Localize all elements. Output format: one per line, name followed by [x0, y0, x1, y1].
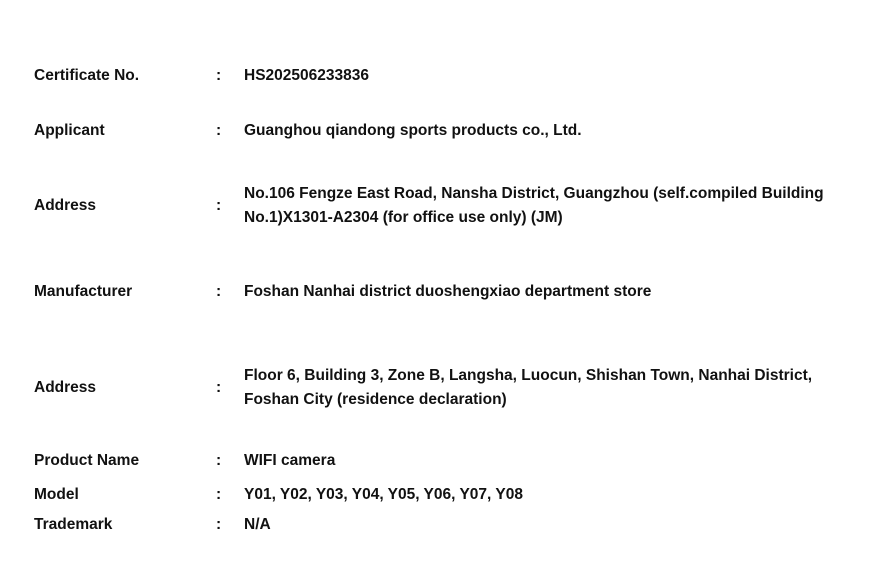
field-row-certificate-no: [34, 30, 844, 100]
field-colon-product-name: :: [216, 451, 222, 469]
field-row-product-name: [34, 442, 844, 480]
field-label-manufacturer: Manufacturer: [34, 282, 133, 300]
field-label-product-name: Product Name: [34, 451, 140, 469]
field-value-manufacturer-address: Floor 6, Building 3, Zone B, Langsha, Luocun, Shishan Town, Nanhai District, Foshan City (residence declaration): [244, 366, 813, 408]
field-label-applicant-address: Address: [34, 196, 97, 214]
field-label-model: Model: [34, 485, 79, 503]
field-colon-manufacturer: :: [216, 282, 222, 300]
field-value-applicant: Guanghou qiandong sports products co., Ltd.: [244, 121, 582, 139]
field-label-certificate-no: Certificate No.: [34, 66, 140, 84]
field-value-trademark: N/A: [244, 515, 271, 533]
field-label-applicant: Applicant: [34, 121, 105, 139]
certificate-field-body: [34, 30, 844, 540]
field-colon-manufacturer-address: :: [216, 378, 222, 396]
field-colon-certificate-no: :: [216, 66, 222, 84]
field-row-manufacturer-address: [34, 334, 844, 442]
field-colon-trademark: :: [216, 515, 222, 533]
field-value-manufacturer: Foshan Nanhai district duoshengxiao department store: [244, 282, 652, 300]
field-value-applicant-address: No.106 Fengze East Road, Nansha District, Guangzhou (self.compiled Building No.1)X1301-A2304 (for office use only) (JM): [244, 184, 824, 226]
field-colon-applicant-address: :: [216, 196, 222, 214]
field-colon-model: :: [216, 485, 222, 503]
field-row-model: [34, 480, 844, 510]
field-row-applicant: [34, 100, 844, 162]
field-value-certificate-no: HS202506233836: [244, 66, 369, 84]
field-row-manufacturer: [34, 250, 844, 334]
field-label-manufacturer-address: Address: [34, 378, 97, 396]
certificate-field-table: [34, 30, 844, 540]
field-value-product-name: WIFI camera: [244, 451, 336, 469]
field-label-trademark: Trademark: [34, 515, 113, 533]
field-row-applicant-address: [34, 162, 844, 250]
field-value-model: Y01, Y02, Y03, Y04, Y05, Y06, Y07, Y08: [244, 485, 523, 503]
field-row-trademark: [34, 510, 844, 540]
field-colon-applicant: :: [216, 121, 222, 139]
